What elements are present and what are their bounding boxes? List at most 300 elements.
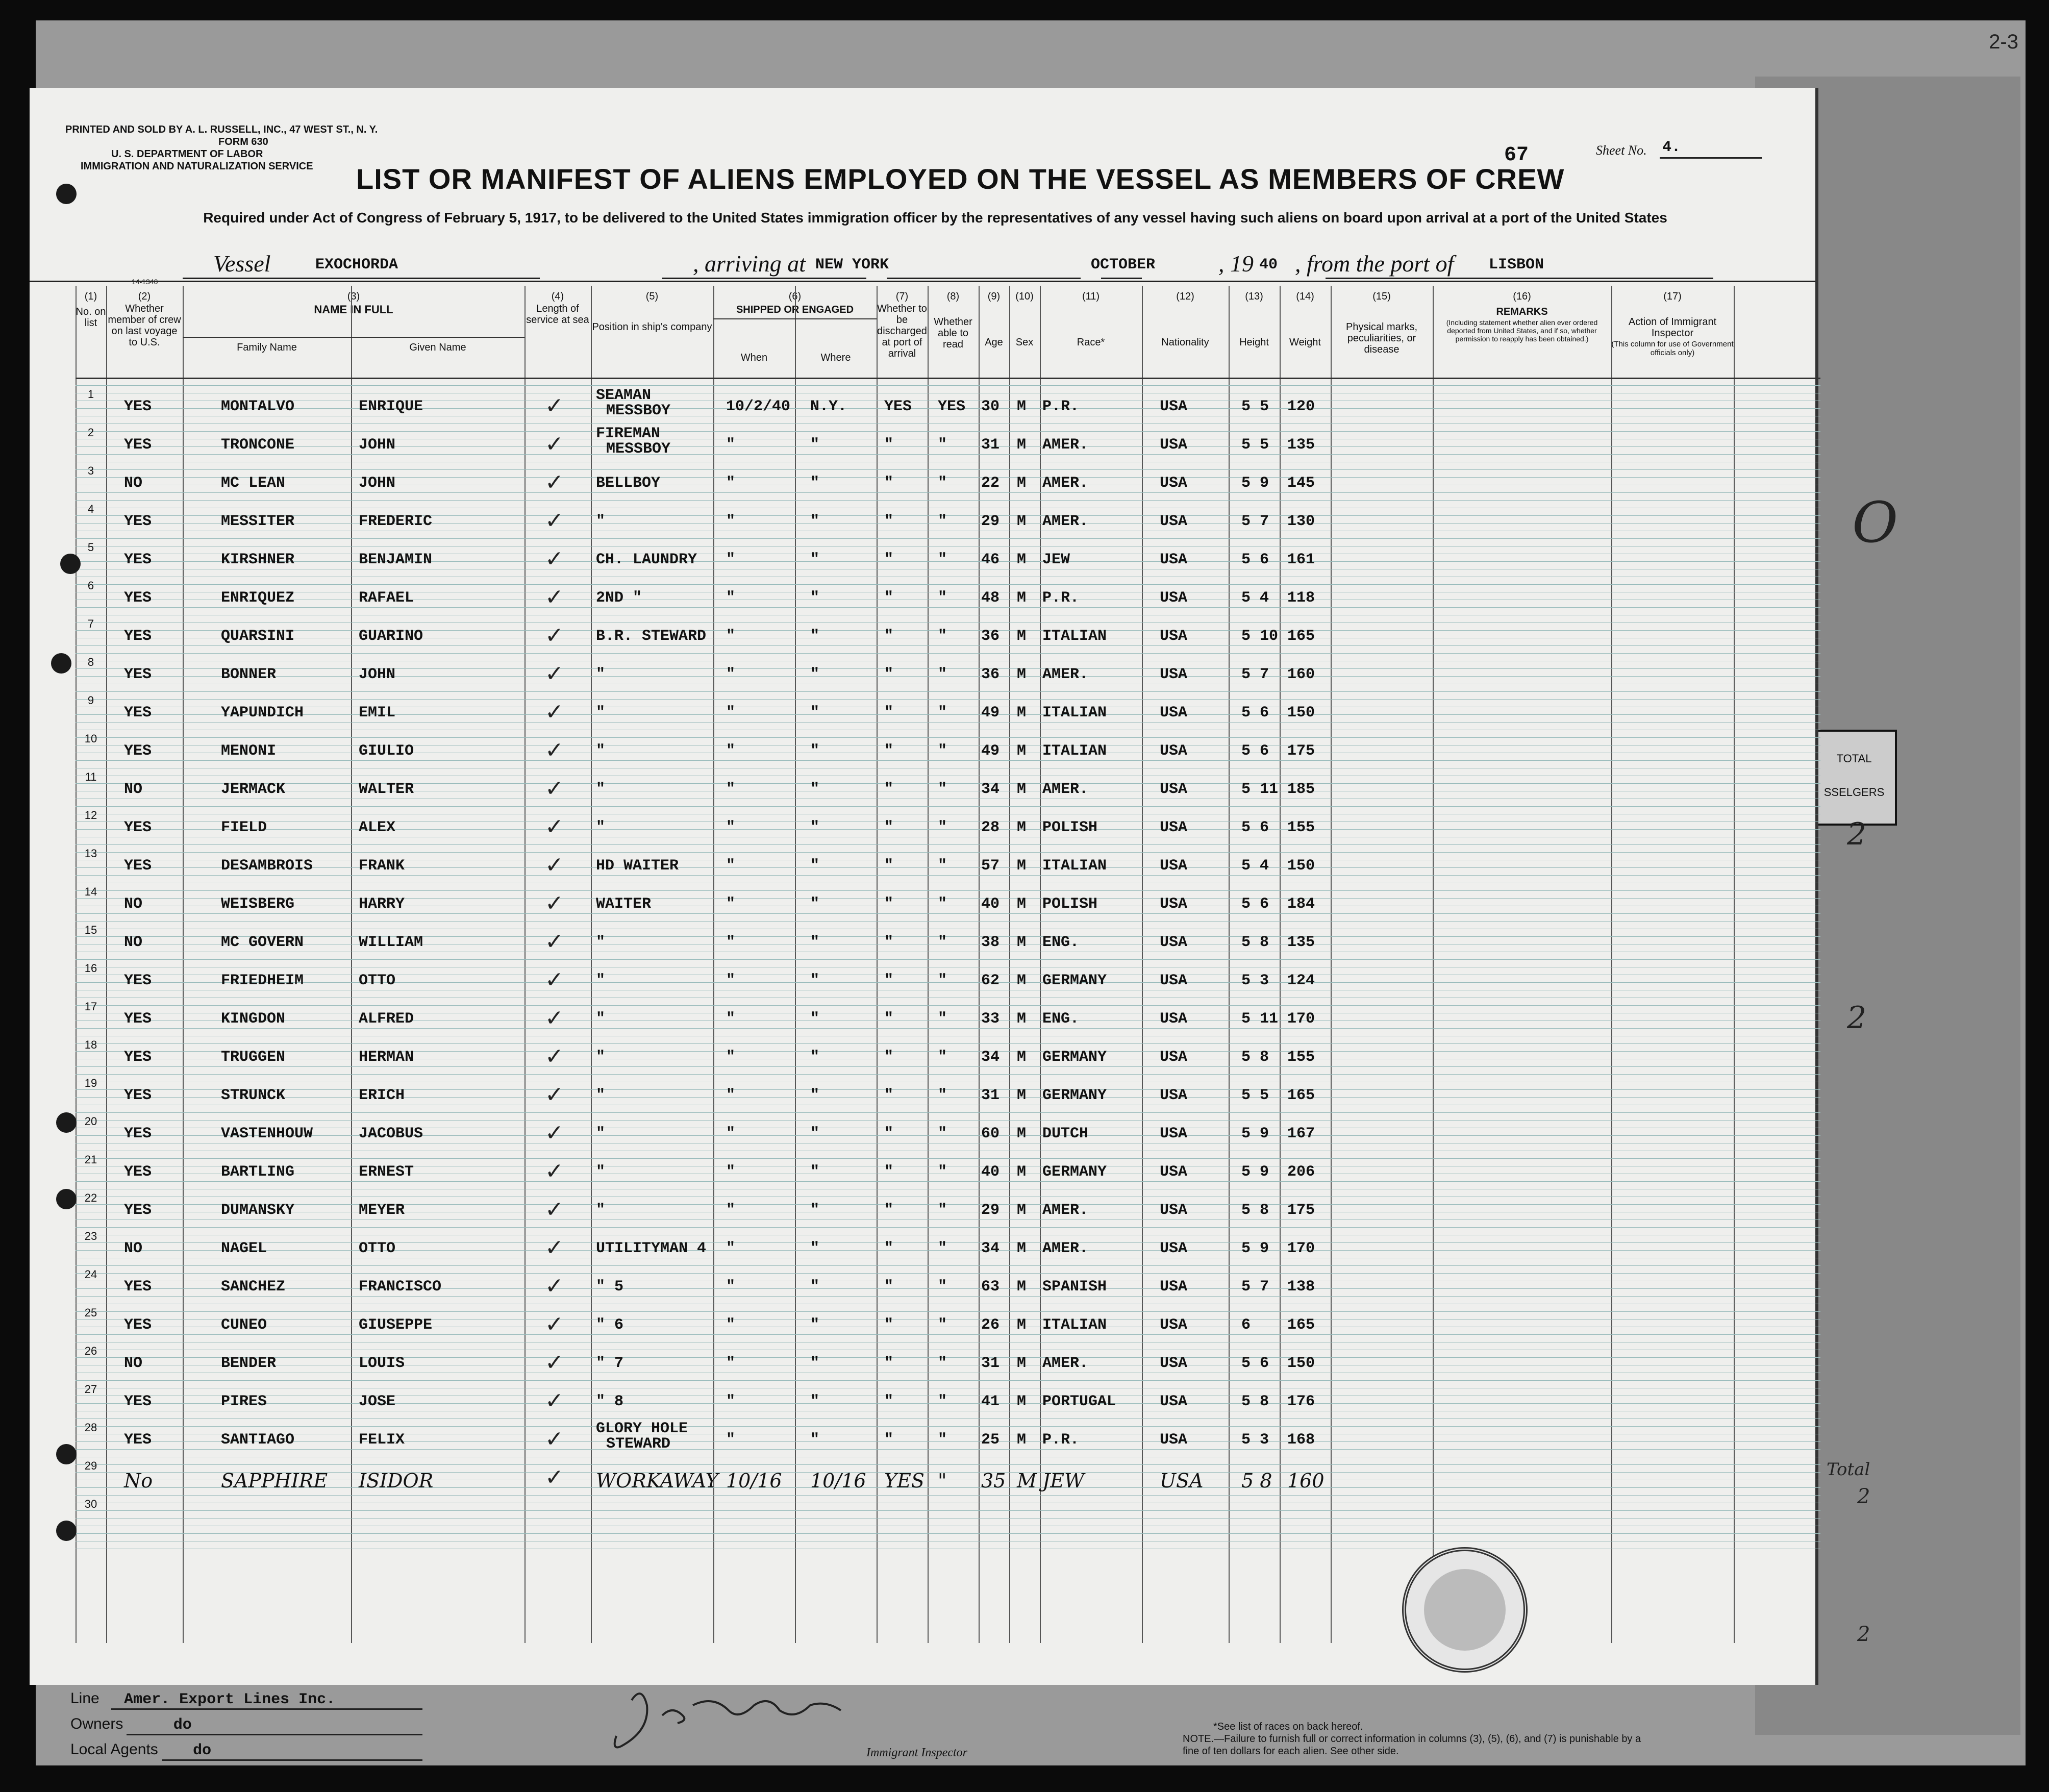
able-to-read-cell: ": [938, 1049, 947, 1066]
able-to-read-cell: ": [938, 1316, 947, 1334]
position-cell: ": [596, 742, 606, 760]
grid-rule: [76, 1204, 1820, 1205]
able-to-read-cell: ": [938, 513, 947, 530]
family-name-cell: NAGEL: [221, 1240, 267, 1257]
given-name-cell: OTTO: [359, 1240, 396, 1257]
grid-rule: [76, 737, 1820, 738]
position-cell: SEAMAN: [596, 387, 652, 404]
discharged-cell: ": [884, 895, 894, 913]
hdr-c13-num: (13): [1245, 291, 1263, 302]
age-cell: 34: [981, 1240, 1000, 1257]
height-cell: 5 5: [1241, 436, 1269, 454]
column-rule: [1009, 286, 1010, 1643]
family-name-cell: CUNEO: [221, 1316, 267, 1334]
footer-line-underline: [111, 1708, 422, 1710]
grid-rule: [76, 1273, 1820, 1274]
discharged-cell: ": [884, 513, 894, 530]
row-number: 1: [87, 388, 94, 401]
side-total-label: Total: [1827, 1459, 1870, 1480]
age-cell: 49: [981, 742, 1000, 760]
footer-owners: [70, 1715, 192, 1734]
grid-rule: [76, 1296, 1820, 1297]
weight-cell: 124: [1287, 972, 1315, 989]
race-cell: AMER.: [1042, 1355, 1089, 1372]
family-name-cell: DESAMBROIS: [221, 857, 313, 875]
family-name-cell: TRUGGEN: [221, 1049, 286, 1066]
weight-cell: 130: [1287, 513, 1315, 530]
able-to-read-cell: ": [938, 1087, 947, 1104]
shipped-where-cell: ": [810, 551, 820, 568]
able-to-read-cell: ": [938, 1393, 947, 1410]
discharged-cell: ": [884, 1355, 894, 1372]
age-cell: 36: [981, 628, 1000, 645]
grid-rule: [76, 477, 1820, 478]
weight-cell: 155: [1287, 1049, 1315, 1066]
given-name-cell: ISIDOR: [359, 1470, 434, 1492]
able-to-read-cell: ": [938, 1202, 947, 1219]
grid-rule: [76, 1487, 1820, 1488]
able-to-read-cell: ": [938, 781, 947, 798]
shipped-where-cell: ": [810, 475, 820, 492]
service-check-mark: ✓: [545, 852, 564, 878]
age-cell: 29: [981, 513, 1000, 530]
height-cell: 5 6: [1241, 704, 1269, 721]
hdr-c6a: When: [740, 352, 768, 363]
given-name-cell: WILLIAM: [359, 934, 423, 951]
last-voyage-cell: NO: [124, 1240, 143, 1257]
races-note: *See list of races on back hereof.: [1213, 1721, 1363, 1732]
shipped-when-cell: ": [726, 1278, 736, 1296]
small-code: 14-1340: [132, 278, 158, 286]
hdr-c9: Age: [985, 337, 1003, 348]
shipped-when-cell: ": [726, 1163, 736, 1181]
row-number: 18: [84, 1038, 97, 1051]
nationality-cell: USA: [1160, 934, 1188, 951]
sex-cell: M: [1017, 1125, 1027, 1142]
year-value: 40: [1259, 256, 1278, 273]
row-number: 25: [84, 1306, 97, 1319]
given-name-cell: FELIX: [359, 1431, 405, 1449]
given-name-cell: GIULIO: [359, 742, 414, 760]
shipped-when-cell: ": [726, 628, 736, 645]
grid-rule: [76, 1227, 1820, 1228]
able-to-read-cell: ": [938, 436, 947, 454]
hdr-c3-num: (3): [347, 291, 360, 302]
shipped-when-cell: ": [726, 1202, 736, 1219]
family-name-cell: SANTIAGO: [221, 1431, 295, 1449]
sex-cell: M: [1017, 628, 1027, 645]
hdr-c17: Action of Immigrant Inspector: [1628, 316, 1717, 339]
race-cell: AMER.: [1042, 513, 1089, 530]
family-name-cell: SANCHEZ: [221, 1278, 286, 1296]
hdr-c11: Race*: [1077, 337, 1105, 348]
race-cell: ENG.: [1042, 934, 1080, 951]
nationality-cell: USA: [1160, 1202, 1188, 1219]
nationality-cell: USA: [1160, 1470, 1204, 1492]
grid-rule: [76, 446, 1820, 447]
weight-cell: 135: [1287, 934, 1315, 951]
height-cell: 5 7: [1241, 513, 1269, 530]
given-name-cell: GIUSEPPE: [359, 1316, 433, 1334]
sex-cell: M: [1017, 589, 1027, 607]
grid-rule: [76, 515, 1820, 516]
hdr-c6b: Where: [820, 352, 851, 363]
sex-cell: M: [1017, 1355, 1027, 1372]
weight-cell: 150: [1287, 857, 1315, 875]
last-voyage-cell: YES: [124, 819, 152, 836]
service-check-mark: ✓: [545, 546, 564, 572]
shipped-when-cell: ": [726, 1316, 736, 1334]
grid-rule: [76, 1242, 1820, 1243]
height-cell: 5 6: [1241, 551, 1269, 568]
height-cell: 5 10: [1241, 628, 1279, 645]
race-cell: POLISH: [1042, 895, 1098, 913]
hdr-c7-num: (7): [895, 291, 909, 302]
sex-cell: M: [1017, 1393, 1027, 1410]
grid-rule: [76, 1533, 1820, 1534]
position-cell: ": [596, 1125, 606, 1142]
row-number: 8: [87, 656, 94, 668]
grid-rule: [76, 1066, 1820, 1067]
manifest-page: [30, 88, 1818, 1759]
grid-rule: [76, 492, 1820, 493]
weight-cell: 135: [1287, 436, 1315, 454]
height-cell: 5 6: [1241, 819, 1269, 836]
grid-rule: [76, 1250, 1820, 1251]
height-cell: 5 11: [1241, 781, 1279, 798]
height-cell: 5 7: [1241, 666, 1269, 683]
position-cell: ": [596, 972, 606, 989]
race-cell: AMER.: [1042, 475, 1089, 492]
row-number: 28: [84, 1421, 97, 1434]
required-text: Required under Act of Congress of February 5, 1917, to be delivered to the United States immigration officer by the representatives of any vessel having such aliens on board upon arrival at a port of the United States: [203, 210, 1667, 226]
shipped-where-cell: ": [810, 1316, 820, 1334]
shipped-where-cell: N.Y.: [810, 398, 847, 415]
race-cell: ITALIAN: [1042, 742, 1107, 760]
service-check-mark: ✓: [545, 1426, 564, 1452]
punch-hole: [56, 1521, 77, 1541]
discharged-cell: ": [884, 972, 894, 989]
given-name-cell: HERMAN: [359, 1049, 414, 1066]
nationality-cell: USA: [1160, 475, 1188, 492]
hdr-c6: SHIPPED OR ENGAGED: [736, 304, 854, 315]
grid-rule: [76, 890, 1820, 891]
last-voyage-cell: YES: [124, 1278, 152, 1296]
race-cell: ITALIAN: [1042, 1316, 1107, 1334]
shipped-where-cell: ": [810, 1240, 820, 1257]
position-cell: ": [596, 513, 606, 530]
column-rule: [524, 286, 526, 1643]
grid-rule: [76, 1510, 1820, 1511]
position-cell: ": [596, 1087, 606, 1104]
service-check-mark: ✓: [545, 1082, 564, 1108]
height-cell: 5 9: [1241, 475, 1269, 492]
last-voyage-cell: YES: [124, 704, 152, 721]
grid-rule: [76, 982, 1820, 983]
race-cell: DUTCH: [1042, 1125, 1089, 1142]
sex-cell: M: [1017, 1316, 1027, 1334]
shipped-when-cell: ": [726, 819, 736, 836]
discharged-cell: ": [884, 666, 894, 683]
shipped-where-cell: ": [810, 1049, 820, 1066]
family-name-cell: MC LEAN: [221, 475, 286, 492]
hdr-c1-num: (1): [84, 291, 97, 302]
punch-hole: [56, 1112, 77, 1133]
service-check-mark: ✓: [545, 814, 564, 840]
last-voyage-cell: YES: [124, 398, 152, 415]
sex-cell: M: [1017, 704, 1027, 721]
age-cell: 33: [981, 1010, 1000, 1028]
race-cell: P.R.: [1042, 398, 1080, 415]
position-cell: " 8: [596, 1393, 624, 1410]
given-name-cell: EMIL: [359, 704, 396, 721]
hdr-c17-num: (17): [1663, 291, 1682, 302]
last-voyage-cell: YES: [124, 1316, 152, 1334]
position-cell: ": [596, 781, 606, 798]
able-to-read-cell: ": [938, 1278, 947, 1296]
race-cell: JEW: [1042, 551, 1070, 568]
family-name-cell: BONNER: [221, 666, 277, 683]
position-line2-cell: STEWARD: [606, 1435, 671, 1453]
grid-rule: [76, 1074, 1820, 1075]
position-cell: ": [596, 1010, 606, 1028]
weight-cell: 118: [1287, 589, 1315, 607]
hdr-c12: Nationality: [1161, 337, 1209, 348]
nationality-cell: USA: [1160, 589, 1188, 607]
service-check-mark: ✓: [545, 929, 564, 955]
discharged-cell: ": [884, 1049, 894, 1066]
position-cell: CH. LAUNDRY: [596, 551, 697, 568]
age-cell: 41: [981, 1393, 1000, 1410]
position-cell: ": [596, 1163, 606, 1181]
weight-cell: 120: [1287, 398, 1315, 415]
family-name-cell: MC GOVERN: [221, 934, 304, 951]
shipped-where-cell: ": [810, 1010, 820, 1028]
sheet-underline: [1660, 157, 1762, 159]
height-cell: 5 5: [1241, 398, 1269, 415]
grid-rule: [76, 722, 1820, 723]
weight-cell: 170: [1287, 1010, 1315, 1028]
hdr-c3a: Family Name: [237, 342, 297, 353]
row-number: 5: [87, 541, 94, 554]
family-name-cell: MENONI: [221, 742, 277, 760]
side-total-2: 2: [1857, 1485, 1870, 1508]
service-check-mark: ✓: [545, 776, 564, 802]
row-number: 22: [84, 1191, 97, 1204]
grid-rule: [76, 653, 1820, 654]
punch-hole: [51, 653, 71, 674]
shipped-where-cell: ": [810, 1087, 820, 1104]
grid-rule: [76, 1426, 1820, 1427]
nationality-cell: USA: [1160, 1431, 1188, 1449]
family-name-cell: JERMACK: [221, 781, 286, 798]
given-name-cell: LOUIS: [359, 1355, 405, 1372]
grid-rule: [76, 630, 1820, 631]
last-voyage-cell: YES: [124, 1163, 152, 1181]
position-cell: " 5: [596, 1278, 624, 1296]
family-name-cell: FIELD: [221, 819, 267, 836]
grid-rule: [76, 668, 1820, 669]
family-name-cell: QUARSINI: [221, 628, 295, 645]
footer-agents-value: do: [193, 1742, 212, 1759]
side-mark-2b: 2: [1847, 1000, 1867, 1036]
sex-cell: M: [1017, 972, 1027, 989]
service-check-mark: ✓: [545, 699, 564, 725]
position-cell: ": [596, 666, 606, 683]
grid-rule: [76, 1265, 1820, 1266]
shipped-when-cell: ": [726, 704, 736, 721]
column-rule: [1040, 286, 1041, 1643]
side-box-line1: TOTAL: [1836, 752, 1872, 765]
nationality-cell: USA: [1160, 1010, 1188, 1028]
age-cell: 31: [981, 1087, 1000, 1104]
race-cell: GERMANY: [1042, 1049, 1107, 1066]
inspector-label: Immigrant Inspector: [866, 1746, 967, 1759]
family-name-cell: PIRES: [221, 1393, 267, 1410]
consular-stamp: [1402, 1547, 1528, 1673]
column-rule: [76, 286, 77, 1643]
column-rule: [979, 286, 980, 1643]
grid-rule: [76, 1043, 1820, 1044]
able-to-read-cell: ": [938, 972, 947, 989]
column-rule: [713, 286, 714, 1643]
last-voyage-cell: YES: [124, 436, 152, 454]
height-cell: 5 6: [1241, 742, 1269, 760]
given-name-cell: ENRIQUE: [359, 398, 423, 415]
last-voyage-cell: YES: [124, 1010, 152, 1028]
discharged-cell: ": [884, 628, 894, 645]
given-name-cell: MEYER: [359, 1202, 405, 1219]
position-cell: UTILITYMAN 4: [596, 1240, 707, 1257]
given-name-cell: HARRY: [359, 895, 405, 913]
family-name-cell: BENDER: [221, 1355, 277, 1372]
grid-rule: [76, 1089, 1820, 1090]
age-cell: 22: [981, 475, 1000, 492]
height-cell: 5 8: [1241, 934, 1269, 951]
hdr-c6-num: (6): [788, 291, 802, 302]
grid-rule: [76, 431, 1820, 432]
discharged-cell: YES: [884, 398, 912, 415]
able-to-read-cell: ": [938, 742, 947, 760]
nationality-cell: USA: [1160, 1163, 1188, 1181]
row-number: 20: [84, 1115, 97, 1128]
year-underline: [1101, 278, 1142, 279]
row-number: 27: [84, 1383, 97, 1396]
grid-rule: [76, 1219, 1820, 1220]
month-value: OCTOBER: [1091, 256, 1156, 273]
age-cell: 31: [981, 436, 1000, 454]
grid-rule: [76, 1120, 1820, 1121]
footer-agents: [70, 1741, 211, 1759]
service-check-mark: ✓: [545, 1005, 564, 1031]
family-name-cell: TRONCONE: [221, 436, 295, 454]
footer-agents-label: Local Agents: [70, 1741, 158, 1758]
sex-cell: M: [1017, 819, 1027, 836]
age-cell: 60: [981, 1125, 1000, 1142]
grid-rule: [76, 1097, 1820, 1098]
grid-rule: [76, 538, 1820, 539]
nationality-cell: USA: [1160, 1393, 1188, 1410]
last-voyage-cell: YES: [124, 1431, 152, 1449]
service-check-mark: ✓: [545, 508, 564, 534]
age-cell: 62: [981, 972, 1000, 989]
discharged-cell: ": [884, 1316, 894, 1334]
able-to-read-cell: ": [938, 895, 947, 913]
hdr-c16b: (Including statement whether alien ever ordered deported from United States, and if so, whether permission to reapply has been obtained.): [1446, 318, 1598, 343]
hdr-c5: Position in ship's company: [592, 321, 712, 333]
grid-rule: [76, 1288, 1820, 1289]
position-line2-cell: MESSBOY: [606, 402, 671, 419]
column-rule: [351, 286, 352, 1643]
last-voyage-cell: YES: [124, 1393, 152, 1410]
column-rule: [591, 286, 592, 1643]
nationality-cell: USA: [1160, 398, 1188, 415]
height-cell: 5 6: [1241, 895, 1269, 913]
hdr-c13: Height: [1239, 337, 1269, 348]
shipped-where-cell: ": [810, 666, 820, 683]
grid-rule: [76, 867, 1820, 868]
weight-cell: 155: [1287, 819, 1315, 836]
position-cell: WAITER: [596, 895, 652, 913]
weight-cell: 160: [1287, 666, 1315, 683]
height-cell: 5 5: [1241, 1087, 1269, 1104]
grid-rule: [76, 714, 1820, 715]
grid-rule: [76, 1380, 1820, 1381]
family-name-cell: WEISBERG: [221, 895, 295, 913]
shipped-when-cell: ": [726, 857, 736, 875]
shipped-when-cell: ": [726, 666, 736, 683]
grid-rule: [76, 1311, 1820, 1312]
position-cell: ": [596, 1049, 606, 1066]
able-to-read-cell: ": [938, 1163, 947, 1181]
race-cell: ITALIAN: [1042, 704, 1107, 721]
grid-rule: [76, 1403, 1820, 1404]
age-cell: 40: [981, 1163, 1000, 1181]
row-number: 16: [84, 962, 97, 975]
side-mark-o: O: [1852, 490, 1898, 555]
sex-cell: M: [1017, 934, 1027, 951]
age-cell: 26: [981, 1316, 1000, 1334]
family-name-cell: STRUNCK: [221, 1087, 286, 1104]
discharged-cell: ": [884, 781, 894, 798]
age-cell: 34: [981, 781, 1000, 798]
grid-rule: [76, 1334, 1820, 1335]
discharged-cell: ": [884, 436, 894, 454]
shipped-where-cell: ": [810, 436, 820, 454]
row-number: 13: [84, 847, 97, 860]
service-check-mark: ✓: [545, 393, 564, 419]
column-rule: [1331, 286, 1332, 1643]
given-name-cell: JOSE: [359, 1393, 396, 1410]
shipped-where-cell: ": [810, 628, 820, 645]
hdr-c14: Weight: [1289, 337, 1321, 348]
sheet-label: Sheet No.: [1596, 143, 1647, 158]
grid-rule: [76, 783, 1820, 784]
service-check-mark: ✓: [545, 1311, 564, 1337]
hdr-c4: Length of service at sea: [526, 303, 589, 326]
weight-cell: 185: [1287, 781, 1315, 798]
given-name-cell: JOHN: [359, 475, 396, 492]
height-cell: 5 8: [1241, 1470, 1272, 1492]
age-cell: 30: [981, 398, 1000, 415]
nationality-cell: USA: [1160, 1316, 1188, 1334]
grid-rule: [76, 1357, 1820, 1358]
nationality-cell: USA: [1160, 742, 1188, 760]
grid-rule: [76, 913, 1820, 914]
nationality-cell: USA: [1160, 857, 1188, 875]
discharged-cell: YES: [884, 1470, 924, 1492]
given-name-cell: ERNEST: [359, 1163, 414, 1181]
